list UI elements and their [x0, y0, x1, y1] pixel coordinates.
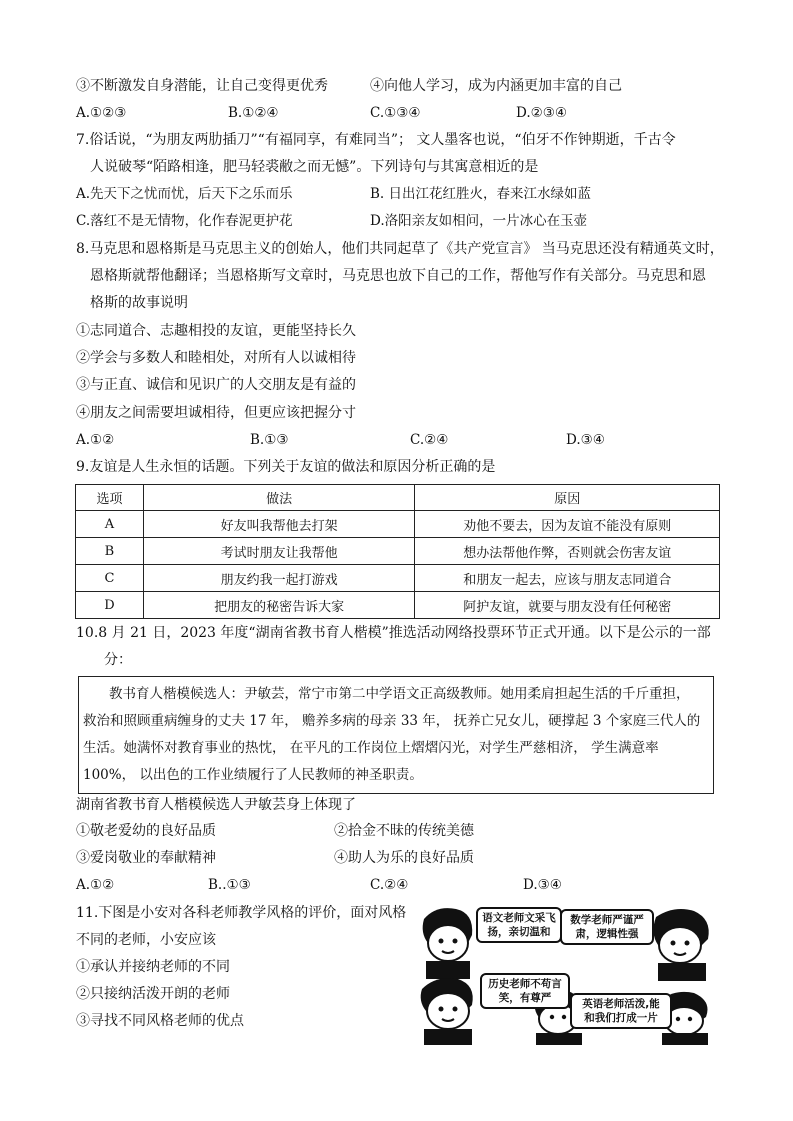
q10-option-a: A.①②: [76, 877, 115, 893]
q7-option-a: A.先天下之忧而忧，后天下之乐而乐: [76, 186, 293, 202]
table-row: [76, 592, 720, 619]
q9-row-d-action: 把朋友的秘密告诉大家: [143, 592, 415, 619]
q10-item-2: ②拾金不昧的传统美德: [334, 823, 474, 839]
q10-box-line4: 100%， 以出色的工作业绩履行了人民教师的神圣职责。: [83, 767, 423, 783]
q8-item-2: ②学会与多数人和睦相处，对所有人以诚相待: [76, 350, 356, 366]
q9-table-header: [76, 485, 720, 511]
q9-row-a-action: 好友叫我帮他去打架: [143, 511, 415, 538]
table-row: [76, 511, 720, 538]
table-row: [76, 565, 720, 592]
q8-option-d: D.③④: [566, 432, 605, 448]
child-figure-top-left: [423, 908, 473, 979]
q9-row-a-reason: 劝他不要去，因为友谊不能没有原则: [415, 511, 720, 538]
q7-option-c: C.落红不是无情物，化作春泥更护花: [76, 213, 293, 229]
q6-item-3: ③不断激发自身潜能，让自己变得更优秀: [76, 78, 328, 94]
q9-row-b-action: 考试时朋友让我帮他: [143, 538, 415, 565]
table-row: [76, 538, 720, 565]
q11-stem-line1: 11.下图是小安对各科老师教学风格的评价，面对风格: [76, 905, 407, 921]
bubble4-line1: 英语老师活泼,能: [582, 998, 660, 1010]
q11-cartoon: [418, 903, 718, 1045]
speech-bubble-chinese-teacher: [476, 907, 562, 943]
q10-box-line2: 救治和照顾重病缠身的丈夫 17 年， 赡养多病的母亲 33 年， 抚养亡兄女儿，硬撑起 3 个家庭三代人的: [83, 713, 701, 729]
q8-item-4: ④朋友之间需要坦诚相待，但更应该把握分寸: [76, 405, 356, 421]
child-figure-bottom-left: [421, 978, 473, 1045]
q10-item-1: ①敬老爱幼的良好品质: [76, 823, 216, 839]
q10-item-3: ③爱岗敬业的奉献精神: [76, 850, 216, 866]
q9-row-b-reason: 想办法帮他作弊，否则就会伤害友谊: [415, 538, 720, 565]
q10-item-4: ④助人为乐的良好品质: [334, 850, 474, 866]
q8-option-a: A.①②: [76, 432, 115, 448]
speech-bubble-math-teacher: [560, 909, 654, 945]
q9-stem: 9.友谊是人生永恒的话题。下列关于友谊的做法和原因分析正确的是: [76, 459, 496, 475]
q10-question: 湖南省教书育人楷模候选人尹敏芸身上体现了: [76, 797, 356, 813]
q9-header-option: 选项: [76, 485, 144, 511]
bubble3-line1: 历史老师不苟言: [488, 978, 562, 990]
q9-row-d-reason: 阿护友谊，就要与朋友没有任何秘密: [415, 592, 720, 619]
q8-item-3: ③与正直、诚信和见识广的人交朋友是有益的: [76, 377, 356, 393]
q6-option-d: D.②③④: [516, 105, 567, 121]
q7-stem-line2: 人说破琴“陌路相逢，肥马轻裘敝之而无憾”。下列诗句与其寓意相近的是: [90, 159, 539, 175]
q10-stem-line2: 分：: [104, 652, 132, 668]
q8-option-c: C.②④: [410, 432, 449, 448]
q11-item-2: ②只接纳活泼开朗的老师: [76, 986, 230, 1002]
q10-option-b: B..①③: [208, 877, 251, 893]
speech-bubble-english-teacher: [570, 993, 672, 1029]
q9-row-c-letter: C: [76, 565, 144, 592]
q11-item-3: ③寻找不同风格老师的优点: [76, 1013, 244, 1029]
q6-option-c: C.①③④: [370, 105, 421, 121]
q9-row-c-action: 朋友约我一起打游戏: [143, 565, 415, 592]
q8-item-1: ①志同道合、志趣相投的友谊，更能坚持长久: [76, 323, 356, 339]
bubble2-line2: 肃，逻辑性强: [575, 928, 639, 940]
q7-option-b: B. 日出江花红胜火，春来江水绿如蓝: [370, 186, 592, 202]
q10-stem-line1: 10.8 月 21 日，2023 年度“湖南省教书育人楷模”推选活动网络投票环节正式开通。以下是公示的一部: [76, 625, 711, 641]
child-figure-top-right: [653, 909, 708, 981]
q9-row-a-letter: A: [76, 511, 144, 538]
q8-option-b: B.①③: [250, 432, 289, 448]
bubble1-line1: 语文老师文采飞: [482, 912, 556, 924]
q10-option-c: C.②④: [370, 877, 409, 893]
q10-notice-box: [78, 676, 714, 794]
q10-option-d: D.③④: [523, 877, 562, 893]
q10-box-line3: 生活。她满怀对教育事业的热忱， 在平凡的工作岗位上熠熠闪光，对学生严慈相济， 学生满意率: [83, 740, 659, 756]
bubble1-line2: 扬，亲切温和: [487, 926, 551, 938]
q9-header-reason: 原因: [415, 485, 720, 511]
q11-stem-line2: 不同的老师，小安应该: [76, 932, 216, 948]
q6-item-4: ④向他人学习，成为内涵更加丰富的自己: [370, 78, 622, 94]
q6-option-a: A.①②③: [76, 105, 127, 121]
bubble2-line1: 数学老师严谨严: [570, 914, 644, 926]
q9-header-action: 做法: [143, 485, 415, 511]
q9-row-b-letter: B: [76, 538, 144, 565]
q11-item-1: ①承认并接纳老师的不同: [76, 959, 230, 975]
q7-option-d: D.洛阳亲友如相问，一片冰心在玉壶: [370, 213, 588, 229]
bubble4-line2: 和我们打成一片: [584, 1012, 658, 1024]
speech-bubble-history-teacher: [480, 973, 570, 1009]
q8-stem-line1: 8.马克思和恩格斯是马克思主义的创始人，他们共同起草了《共产党宣言》 当马克思还没有精通英文时，: [76, 241, 724, 257]
q9-table: [75, 484, 720, 619]
q7-stem-line1: 7.俗话说，“为朋友两肋插刀”“有福同享，有难同当”； 文人墨客也说，“伯牙不作钟期逝，千古令: [76, 132, 676, 148]
q9-row-c-reason: 和朋友一起去，应该与朋友志同道合: [415, 565, 720, 592]
q8-stem-line2: 恩格斯就帮他翻译；当恩格斯写文章时，马克思也放下自己的工作，帮他写作有关部分。马克思和恩: [90, 268, 706, 284]
q8-stem-line3: 格斯的故事说明: [90, 295, 188, 311]
bubble3-line2: 笑，有尊严: [498, 992, 552, 1004]
q6-option-b: B.①②④: [228, 105, 279, 121]
q9-row-d-letter: D: [76, 592, 144, 619]
q10-box-line1: 教书育人楷模候选人：尹敏芸，常宁市第二中学语文正高级教师。她用柔肩担起生活的千斤重担，: [109, 686, 690, 702]
